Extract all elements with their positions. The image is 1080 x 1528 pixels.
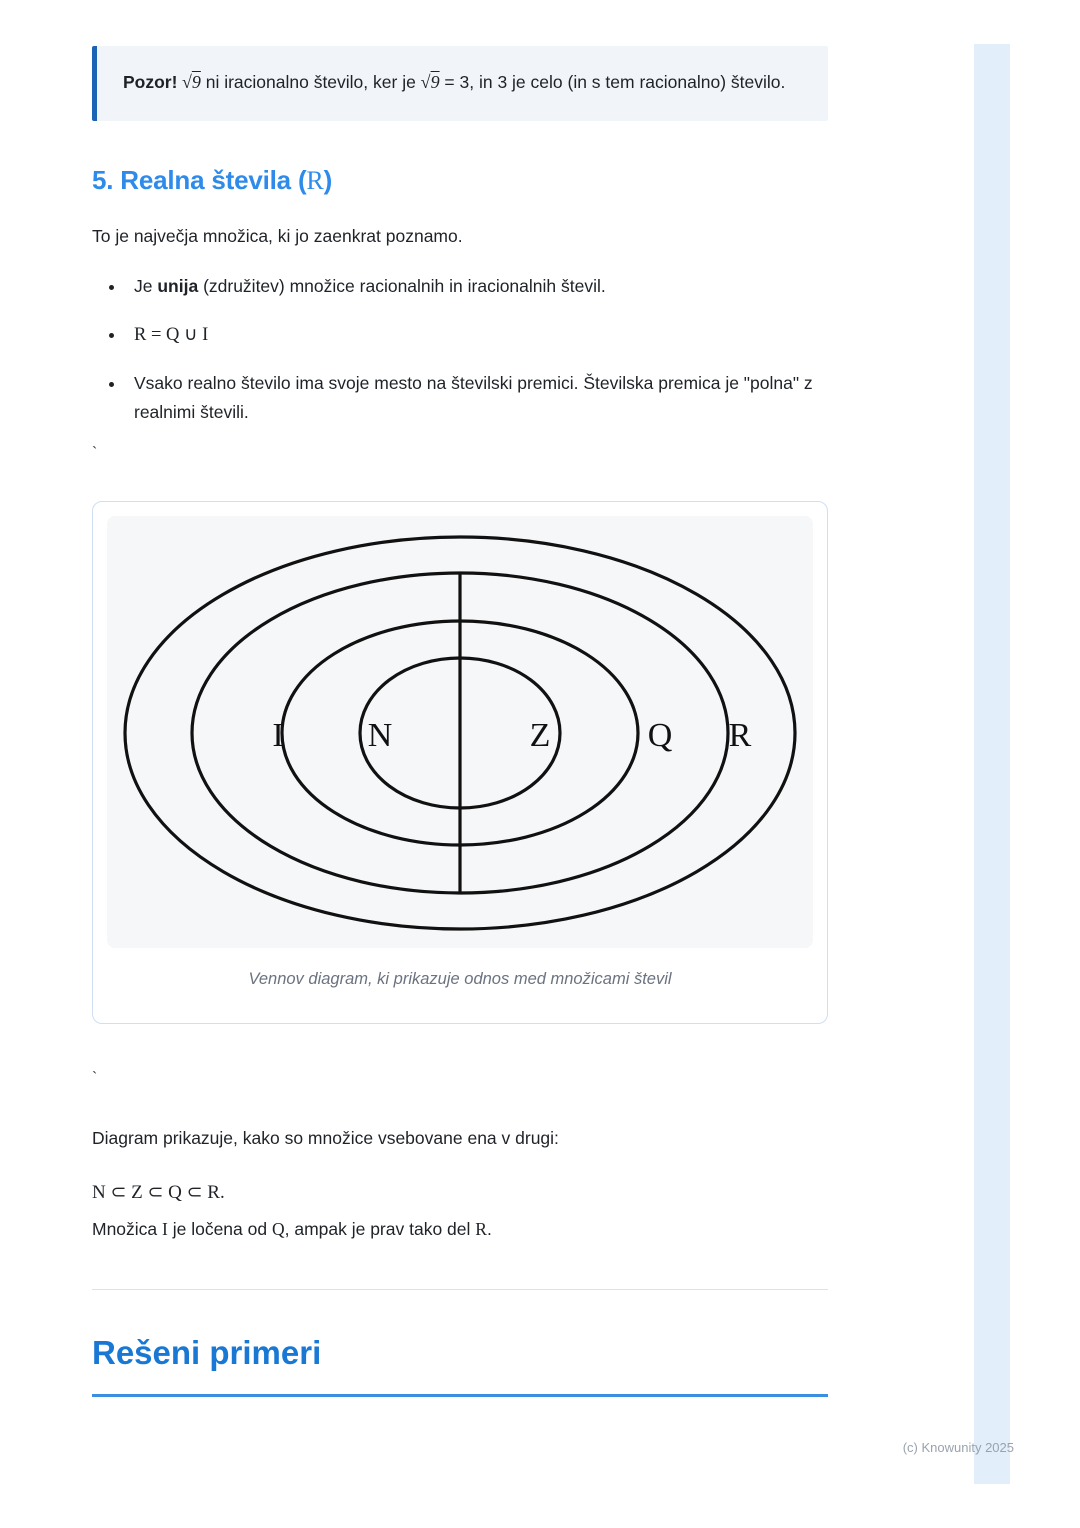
section-title-text: 5. Realna števila ( xyxy=(92,165,307,196)
note-i: I xyxy=(162,1218,168,1239)
venn-label-q: Q xyxy=(647,717,673,755)
note-c: , ampak je prav tako del xyxy=(284,1218,476,1239)
right-rail-band xyxy=(974,44,1010,1484)
list-item xyxy=(126,320,832,351)
list-item: • Vsako realno število ima svoje mesto na številski premici. Številska premica je "polna" z realnimi števili. xyxy=(126,369,832,426)
stray-backtick-bottom: ` xyxy=(92,1070,98,1088)
warning-callout xyxy=(92,46,828,121)
callout-text-before: ni iracionalno število, ker je xyxy=(200,72,421,92)
after-figure-paragraph: Diagram prikazuje, kako so množice vsebovane ena v drugi: xyxy=(92,1128,559,1149)
right-rail xyxy=(974,0,1080,1528)
venn-label-i: I xyxy=(272,717,284,755)
venn-label-r: R xyxy=(728,717,752,755)
venn-label-z: Z xyxy=(529,717,551,755)
bullet-list xyxy=(92,272,832,426)
sqrt-nine-2: √9 xyxy=(420,72,440,92)
page-title xyxy=(92,165,832,196)
document-content xyxy=(92,0,832,1397)
callout-label: Pozor! xyxy=(123,72,178,92)
figure-caption: Vennov diagram, ki prikazuje odnos med množicami števil xyxy=(248,970,672,989)
venn-diagram xyxy=(115,528,805,938)
set-note xyxy=(92,1215,832,1243)
bullet-pre: Je xyxy=(134,276,158,297)
section-divider xyxy=(92,1289,828,1290)
note-q: Q xyxy=(271,1218,285,1239)
venn-figure-inner xyxy=(107,516,813,948)
examples-heading: Rešeni primeri xyxy=(92,1333,322,1371)
subset-chain-formula: N ⊂ Z ⊂ Q ⊂ R. xyxy=(92,1182,225,1204)
callout-text xyxy=(123,68,802,97)
section-intro: To je največja množica, ki jo zaenkrat poznamo. xyxy=(92,226,463,247)
bullet-post: (združitev) množice racionalnih in iracionalnih števil. xyxy=(198,276,606,297)
bullet-bold: unija xyxy=(157,276,199,297)
note-d: . xyxy=(486,1218,492,1239)
heading-underline xyxy=(92,1394,828,1397)
note-b: je ločena od xyxy=(167,1218,272,1239)
venn-label-n: N xyxy=(367,717,393,755)
note-a: Množica xyxy=(92,1218,163,1239)
bullet-formula: R = Q ∪ I xyxy=(134,324,209,345)
stray-backtick-top: ` xyxy=(92,445,98,463)
venn-figure-card xyxy=(92,501,828,1024)
section-title-close: ) xyxy=(323,165,333,196)
section-title-symbol: R xyxy=(306,166,324,196)
list-item xyxy=(126,272,832,300)
watermark: (c) Knowunity 2025 xyxy=(902,1440,1014,1455)
callout-text-middle: = 3, in 3 je celo (in s tem racionalno) število. xyxy=(439,72,786,92)
sqrt-nine-1: √9 xyxy=(181,72,201,92)
note-r: R xyxy=(475,1218,487,1239)
